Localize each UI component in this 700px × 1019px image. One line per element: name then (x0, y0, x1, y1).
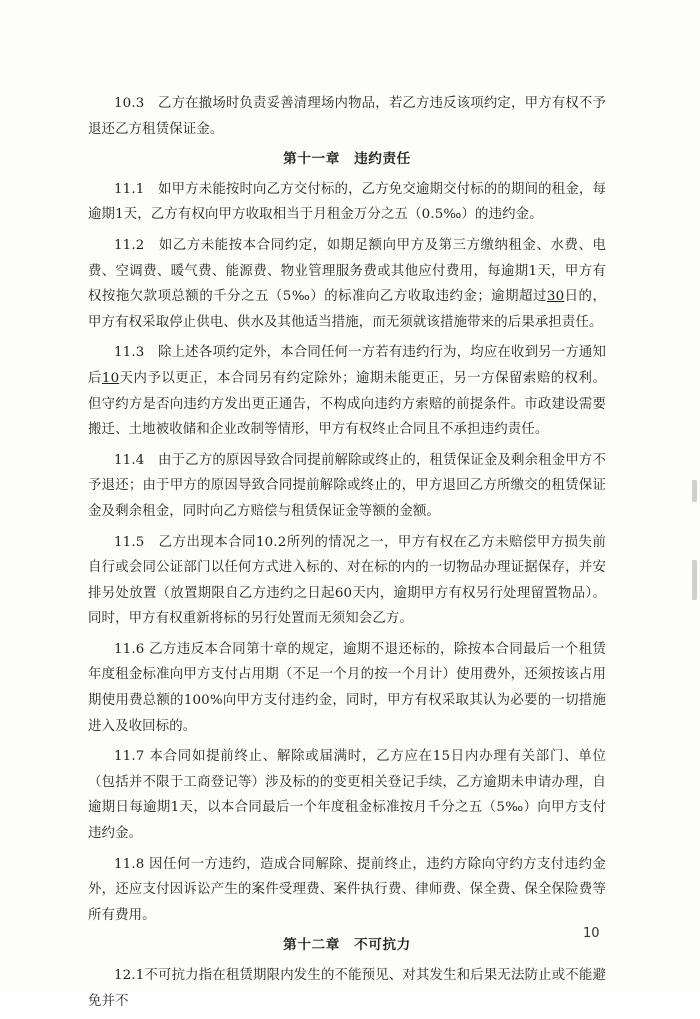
clause-10-3: 10.3 乙方在撤场时负责妥善清理场内物品，若乙方违反该项约定，甲方有权不予退还乙方租赁保证金。 (88, 96, 606, 137)
binding-mark (692, 480, 697, 502)
clause-11-2-text-a: 11.2 如乙方未能按本合同约定，如期足额向甲方及第三方缴纳租金、水费、电费、空调费、暖气费、能源费、物业管理服务费或其他应付费用，每逾期1天，甲方有权按拖欠款项总额的千分之五（5‰）的标准向乙方收取违约金；逾期超过 (88, 237, 606, 305)
document-body (88, 91, 606, 1019)
clause-11-6: 11.6 乙方违反本合同第十章的规定，逾期不退还标的，除按本合同最后一个租赁年度租金标准向甲方支付占用期（不足一个月的按一个月计）使用费外，还须按该占用期使用费总额的100%向甲方支付违约金，同时，甲方有权采取其认为必要的一切措施进入及收回标的。 (88, 641, 606, 734)
clause-11-4: 11.4 由于乙方的原因导致合同提前解除或终止的，租赁保证金及剩余租金甲方不予退还；由于甲方的原因导致合同提前解除或终止的，甲方退回乙方所缴交的租赁保证金及剩余租金，同时向乙方赔偿与租赁保证金等额的金额。 (88, 452, 606, 519)
chapter-11-heading: 第十一章 违约责任 (283, 151, 411, 168)
chapter-12-heading: 第十二章 不可抗力 (283, 937, 411, 954)
clause-11-3-days: 10 (101, 370, 120, 386)
clause-11-8: 11.8 因任何一方违约，造成合同解除、提前终止，违约方除向守约方支付违约金外，还应支付因诉讼产生的案件受理费、案件执行费、律师费、保全费、保全保险费等所有费用。 (88, 856, 606, 923)
clause-11-5: 11.5 乙方出现本合同10.2所列的情况之一，甲方有权在乙方未赔偿甲方损失前自行或会同公证部门以任何方式进入标的、对在标的内的一切物品办理证据保存，并安排另处放置（放置期限自乙方违约之日起60天内，逾期甲方有权另行处理留置物品）。同时，甲方有权重新将标的另行处置而无须知会乙方。 (88, 534, 606, 627)
clause-11-3-text-a: 11.3 除上述各项约定外，本合同任何一方若有违约行为，均应在收到另一方通知后 (88, 345, 606, 386)
page-number: 10 (583, 926, 600, 941)
clause-11-2-days: 30 (546, 289, 565, 305)
clause-11-2 (88, 233, 606, 335)
clause-11-2-text-b: 日的，甲方有权采取停止供电、供水及其他适当措施，而无须就该措施带来的后果承担责任。 (88, 289, 606, 330)
clause-11-3 (88, 340, 606, 442)
clause-11-3-text-b: 天内予以更正，本合同另有约定除外；逾期未能更正，另一方保留索赔的权利。但守约方是否向违约方发出更正通告，不构成向违约方索赔的前提条件。市政建设需要搬迁、土地被收储和企业改制等情形，甲方有权终止合同且不承担违约责任。 (88, 370, 607, 438)
clause-11-1: 11.1 如甲方未能按时向乙方交付标的，乙方免交逾期交付标的的期间的租金，每逾期1天，乙方有权向甲方收取相当于月租金万分之五（0.5‰）的违约金。 (88, 181, 606, 223)
binding-mark (692, 560, 697, 600)
clause-12-1: 12.1不可抗力指在租赁期限内发生的不能预见、对其发生和后果无法防止或不能避免并不 (88, 968, 606, 1009)
clause-11-7: 11.7 本合同如提前终止、解除或届满时，乙方应在15日内办理有关部门、单位（包括并不限于工商登记等）涉及标的的变更相关登记手续，乙方逾期未申请办理，自逾期日每逾期1天，以本合同最后一个年度租金标准按月千分之五（5‰）向甲方支付违约金。 (88, 749, 606, 842)
